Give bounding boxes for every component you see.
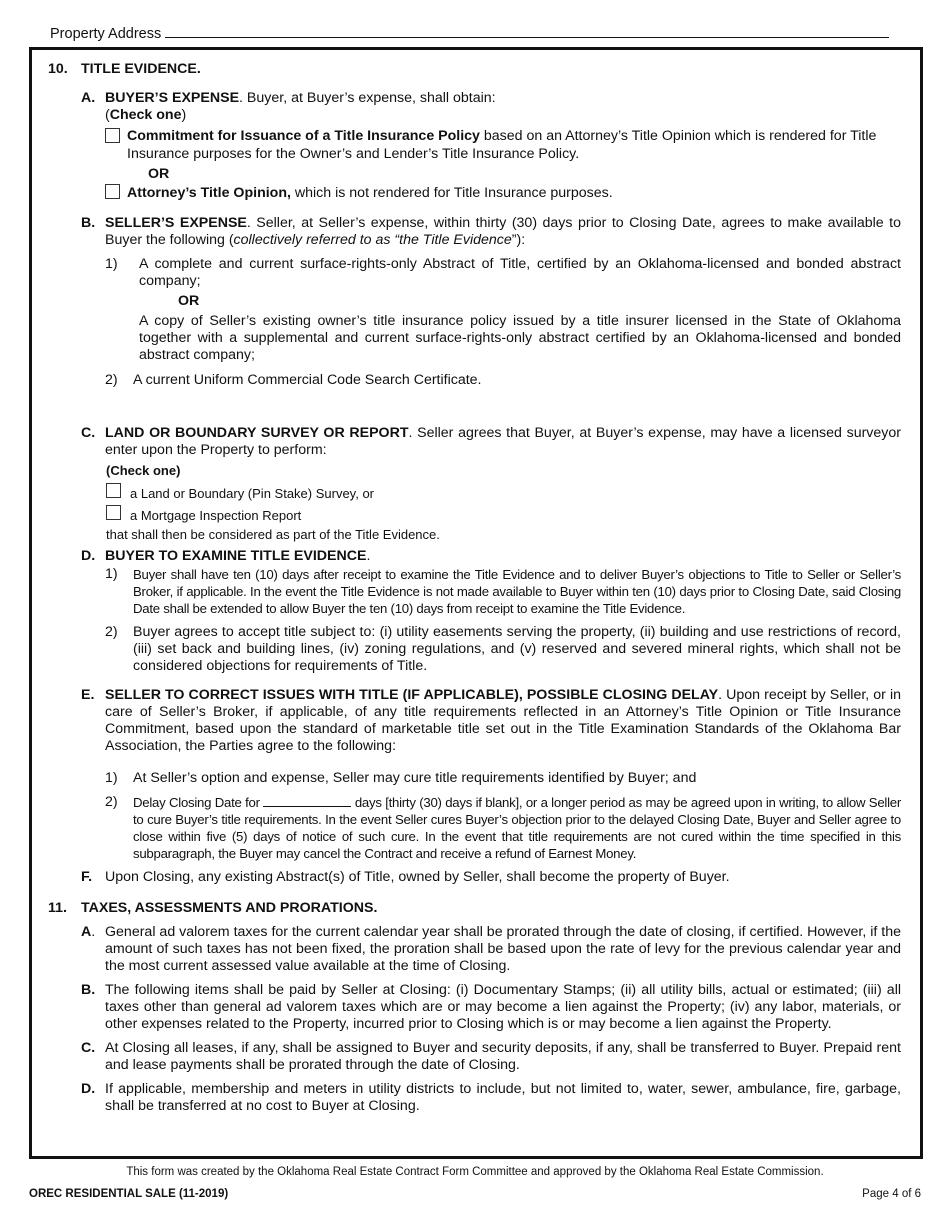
s10-a-option-1-cont: Insurance purposes for the Owner’s and Lender’s Title Insurance Policy. bbox=[127, 146, 580, 162]
s10-c-text: LAND OR BOUNDARY SURVEY OR REPORT. Seller agrees that Buyer, at Buyer’s expense, may have a licensed surveyor enter upon the Property to perform: bbox=[105, 425, 901, 458]
section-11-title: TAXES, ASSESSMENTS AND PRORATIONS. bbox=[81, 900, 378, 916]
property-address-field bbox=[50, 25, 889, 43]
s10-b-item-2-text: A current Uniform Commercial Code Search Certificate. bbox=[133, 372, 482, 388]
s10-d-letter: D. bbox=[81, 548, 96, 564]
s10-e-item-2-number: 2) bbox=[105, 794, 118, 810]
section-10-title: TITLE EVIDENCE. bbox=[81, 61, 201, 77]
s11-c-letter: C. bbox=[81, 1040, 96, 1056]
s10-b-letter: B. bbox=[81, 215, 96, 231]
s10-a-check-one: (Check one) bbox=[105, 107, 187, 123]
s11-c-text: At Closing all leases, if any, shall be assigned to Buyer and security deposits, if any, shall be transferred to Buyer. Prepaid rent and lease payments shall be prorated through the date of Closing. bbox=[105, 1040, 901, 1073]
s10-e-item-2-text: Delay Closing Date for days [thirty (30) days if blank], or a longer period as may be agreed upon in writing, to allow Seller to cure Buyer’s title requirements. In the event Seller cures Buyer’s objection prior to the delayed Closing Date, Buyer and Seller agree to close within five (5) days of notice of such cure. In the event that title requirements are not cured within the time specified in this subparagraph, the Buyer may cancel the Contract and receive a refund of Earnest Money. bbox=[133, 795, 901, 861]
s11-b-letter: B. bbox=[81, 982, 96, 998]
s11-a-text: General ad valorem taxes for the current calendar year shall be prorated through the date of closing, if certified. However, if the amount of such taxes has not been fixed, the proration shall be based upon the rate of levy for the previous calendar year and the most current assessed value available at the time of Closing. bbox=[105, 924, 901, 974]
s10-e-letter: E. bbox=[81, 687, 95, 703]
s10-a-letter: A. bbox=[81, 90, 96, 106]
checkbox-mortgage-inspection[interactable] bbox=[106, 505, 121, 520]
s10-a-text: BUYER’S EXPENSE. Buyer, at Buyer’s expense, shall obtain: bbox=[105, 90, 496, 106]
s11-a-letter: A. bbox=[81, 924, 96, 940]
property-address-line[interactable] bbox=[165, 25, 889, 38]
s10-a-option-2: Attorney’s Title Opinion, which is not rendered for Title Insurance purposes. bbox=[127, 185, 613, 201]
s10-e-item-1-number: 1) bbox=[105, 770, 118, 786]
checkbox-title-commitment[interactable] bbox=[105, 128, 120, 143]
s10-b-item-1-text: A complete and current surface-rights-only Abstract of Title, certified by an Oklahoma-licensed and bonded abstract company; bbox=[139, 256, 901, 289]
s10-c-after: that shall then be considered as part of the Title Evidence. bbox=[106, 527, 440, 542]
s10-b-item-2-number: 2) bbox=[105, 372, 118, 388]
s10-f-letter: F. bbox=[81, 869, 93, 885]
s10-d-item-2-number: 2) bbox=[105, 624, 118, 640]
checkbox-land-survey[interactable] bbox=[106, 483, 121, 498]
checkbox-attorney-opinion[interactable] bbox=[105, 184, 120, 199]
s10-d-heading: BUYER TO EXAMINE TITLE EVIDENCE. bbox=[105, 548, 371, 564]
s10-c-option-1: a Land or Boundary (Pin Stake) Survey, or bbox=[130, 486, 374, 501]
property-address-label: Property Address bbox=[50, 26, 162, 42]
s10-c-check-one: (Check one) bbox=[106, 463, 181, 478]
s10-e-item-1-text: At Seller’s option and expense, Seller may cure title requirements identified by Buyer; and bbox=[133, 770, 697, 786]
s10-c-letter: C. bbox=[81, 425, 96, 441]
s10-f-text: Upon Closing, any existing Abstract(s) of Title, owned by Seller, shall become the property of Buyer. bbox=[105, 869, 730, 885]
s11-d-letter: D. bbox=[81, 1081, 96, 1097]
footer-note: This form was created by the Oklahoma Real Estate Contract Form Committee and approved by the Oklahoma Real Estate Commission. bbox=[126, 1166, 824, 1178]
page-number: Page 4 of 6 bbox=[862, 1188, 921, 1200]
s10-b-or: OR bbox=[178, 293, 200, 309]
closing-delay-days-blank[interactable] bbox=[263, 794, 351, 807]
section-10-number: 10. bbox=[48, 61, 68, 77]
s10-a-or: OR bbox=[148, 166, 170, 182]
s11-d-text: If applicable, membership and meters in utility districts to include, but not limited to, water, sewer, ambulance, fire, garbage, shall be transferred at no cost to Buyer at Closing. bbox=[105, 1081, 901, 1114]
s10-c-option-2: a Mortgage Inspection Report bbox=[130, 508, 302, 523]
s10-d-item-2-text: Buyer agrees to accept title subject to: (i) utility easements serving the property, (ii) building and use restrictions of record, (iii) set back and building lines, (iv) zoning regulations, and (v) reserved and severed mineral rights, which shall not be considered objections for requirements of Title. bbox=[133, 624, 901, 674]
s10-a-option-1: Commitment for Issuance of a Title Insurance Policy based on an Attorney’s Title Opinion which is rendered for Title bbox=[127, 128, 877, 144]
s10-d-item-1-text: Buyer shall have ten (10) days after receipt to examine the Title Evidence and to deliver Buyer’s objections to Title to Seller or Seller’s Broker, if applicable. In the event the Title Evidence is not made available to Buyer within ten (10) days prior to Closing Date, said Closing Date shall be extended to allow Buyer the ten (10) days from receipt to examine the Title Evidence. bbox=[133, 567, 901, 616]
s10-e-text: SELLER TO CORRECT ISSUES WITH TITLE (IF APPLICABLE), POSSIBLE CLOSING DELAY. Upon receipt by Seller, or in care of Seller’s Broker, if applicable, of any title requirements reflected in an Attorney’s Title Opinion or Title Insurance Commitment, based upon the standard of marketable title set out in the Title Examination Standards of the Oklahoma Bar Association, the Parties agree to the following: bbox=[105, 687, 901, 754]
s10-b-text: SELLER’S EXPENSE. Seller, at Seller’s expense, within thirty (30) days prior to Closing Date, agrees to make available to Buyer the following (collectively referred to as “the Title Evidence”): bbox=[105, 215, 901, 248]
form-identifier: OREC RESIDENTIAL SALE (11-2019) bbox=[29, 1188, 229, 1200]
s10-b-item-1-alt: A copy of Seller’s existing owner’s title insurance policy issued by a title insurer licensed in the State of Oklahoma together with a supplemental and current surface-rights-only abstract certified by an Oklahoma-licensed and bonded abstract company; bbox=[139, 313, 901, 363]
s10-d-item-1-number: 1) bbox=[105, 566, 118, 582]
s10-b-item-1-number: 1) bbox=[105, 256, 118, 272]
section-11-number: 11. bbox=[48, 900, 67, 916]
s11-b-text: The following items shall be paid by Seller at Closing: (i) Documentary Stamps; (ii) all utility bills, actual or estimated; (iii) all taxes other than general ad valorem taxes which are or may become a lien against the Property; (iv) any labor, materials, or other expenses related to the Property, incurred prior to Closing which is or may become a lien against the Property. bbox=[105, 982, 901, 1032]
